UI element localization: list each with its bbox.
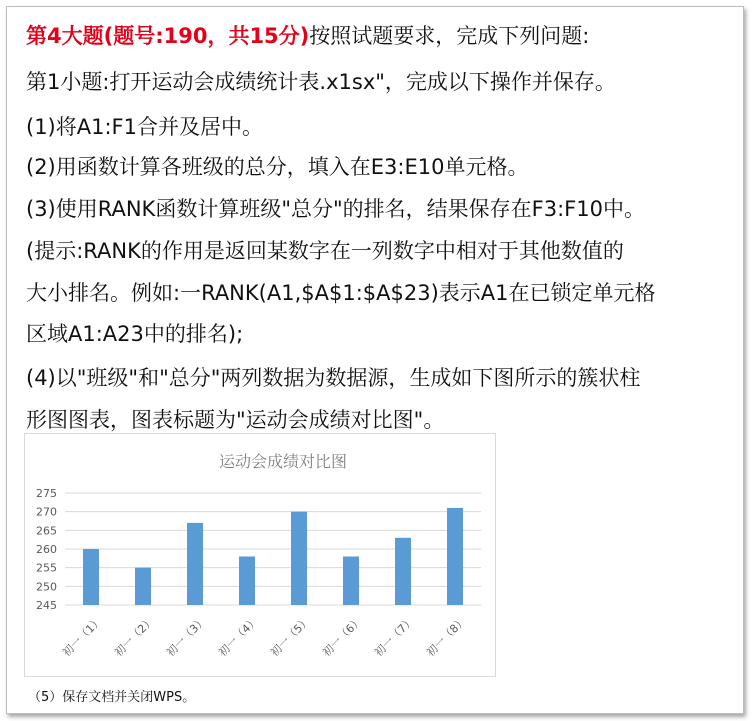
x-tick-label: 初一（1）: [59, 613, 106, 660]
x-tick-label: 初一（5）: [267, 613, 314, 660]
hint-line-1: (提示:RANK的作用是返回某数字在一列数字中相对于其他数值的: [26, 239, 624, 263]
bar: [343, 556, 359, 605]
bar: [395, 538, 411, 605]
y-tick-label: 250: [36, 580, 57, 594]
x-tick-label: 初一（6）: [319, 613, 366, 660]
bar: [187, 523, 203, 605]
x-tick-label: 初一（2）: [111, 613, 158, 660]
bar: [83, 549, 99, 605]
y-tick-label: 260: [36, 543, 57, 556]
chart-title: 运动会成绩对比图: [218, 452, 348, 471]
hint-line-3: 区域A1:A23中的排名);: [26, 322, 244, 346]
bar: [291, 512, 307, 605]
x-tick-label: 初一（8）: [423, 613, 470, 660]
x-tick-label: 初一（4）: [215, 613, 262, 660]
step-3: (3)使用RANK函数计算班级"总分"的排名，结果保存在F3:F10中。: [26, 197, 645, 221]
bar-chart: [25, 434, 495, 676]
y-tick-label: 270: [36, 505, 57, 519]
question-heading-rest: 按照试题要求，完成下列问题:: [309, 24, 590, 48]
step-5: （5）保存文档并关闭WPS。: [28, 690, 196, 705]
step-2: (2)用函数计算各班级的总分，填入在E3:E10单元格。: [26, 155, 529, 179]
bar: [239, 556, 255, 605]
hint-line-2: 大小排名。例如:一RANK(A1,$A$1:$A$23)表示A1在已锁定单元格: [26, 281, 656, 305]
question-heading-line: [26, 20, 589, 50]
y-tick-label: 255: [36, 561, 57, 575]
bar: [135, 568, 151, 605]
y-tick-label: 245: [36, 599, 57, 612]
x-tick-label: 初一（7）: [371, 613, 418, 660]
question-heading: 第4大题(题号:190，共15分): [26, 24, 310, 48]
step-4-line-2: 形图图表，图表标题为"运动会成绩对比图"。: [26, 408, 445, 432]
bar: [447, 508, 463, 605]
step-4-line-1: (4)以"班级"和"总分"两列数据为数据源，生成如下图所示的簇状柱: [26, 366, 641, 390]
y-tick-label: 275: [36, 487, 57, 500]
chart-container: [24, 433, 496, 677]
step-1: (1)将A1:F1合并及居中。: [26, 115, 263, 139]
y-tick-label: 265: [36, 524, 57, 538]
subquestion-1: 第1小题:打开运动会成绩统计表.x1sx"，完成以下操作并保存。: [26, 70, 616, 94]
x-tick-label: 初一（3）: [163, 613, 210, 660]
